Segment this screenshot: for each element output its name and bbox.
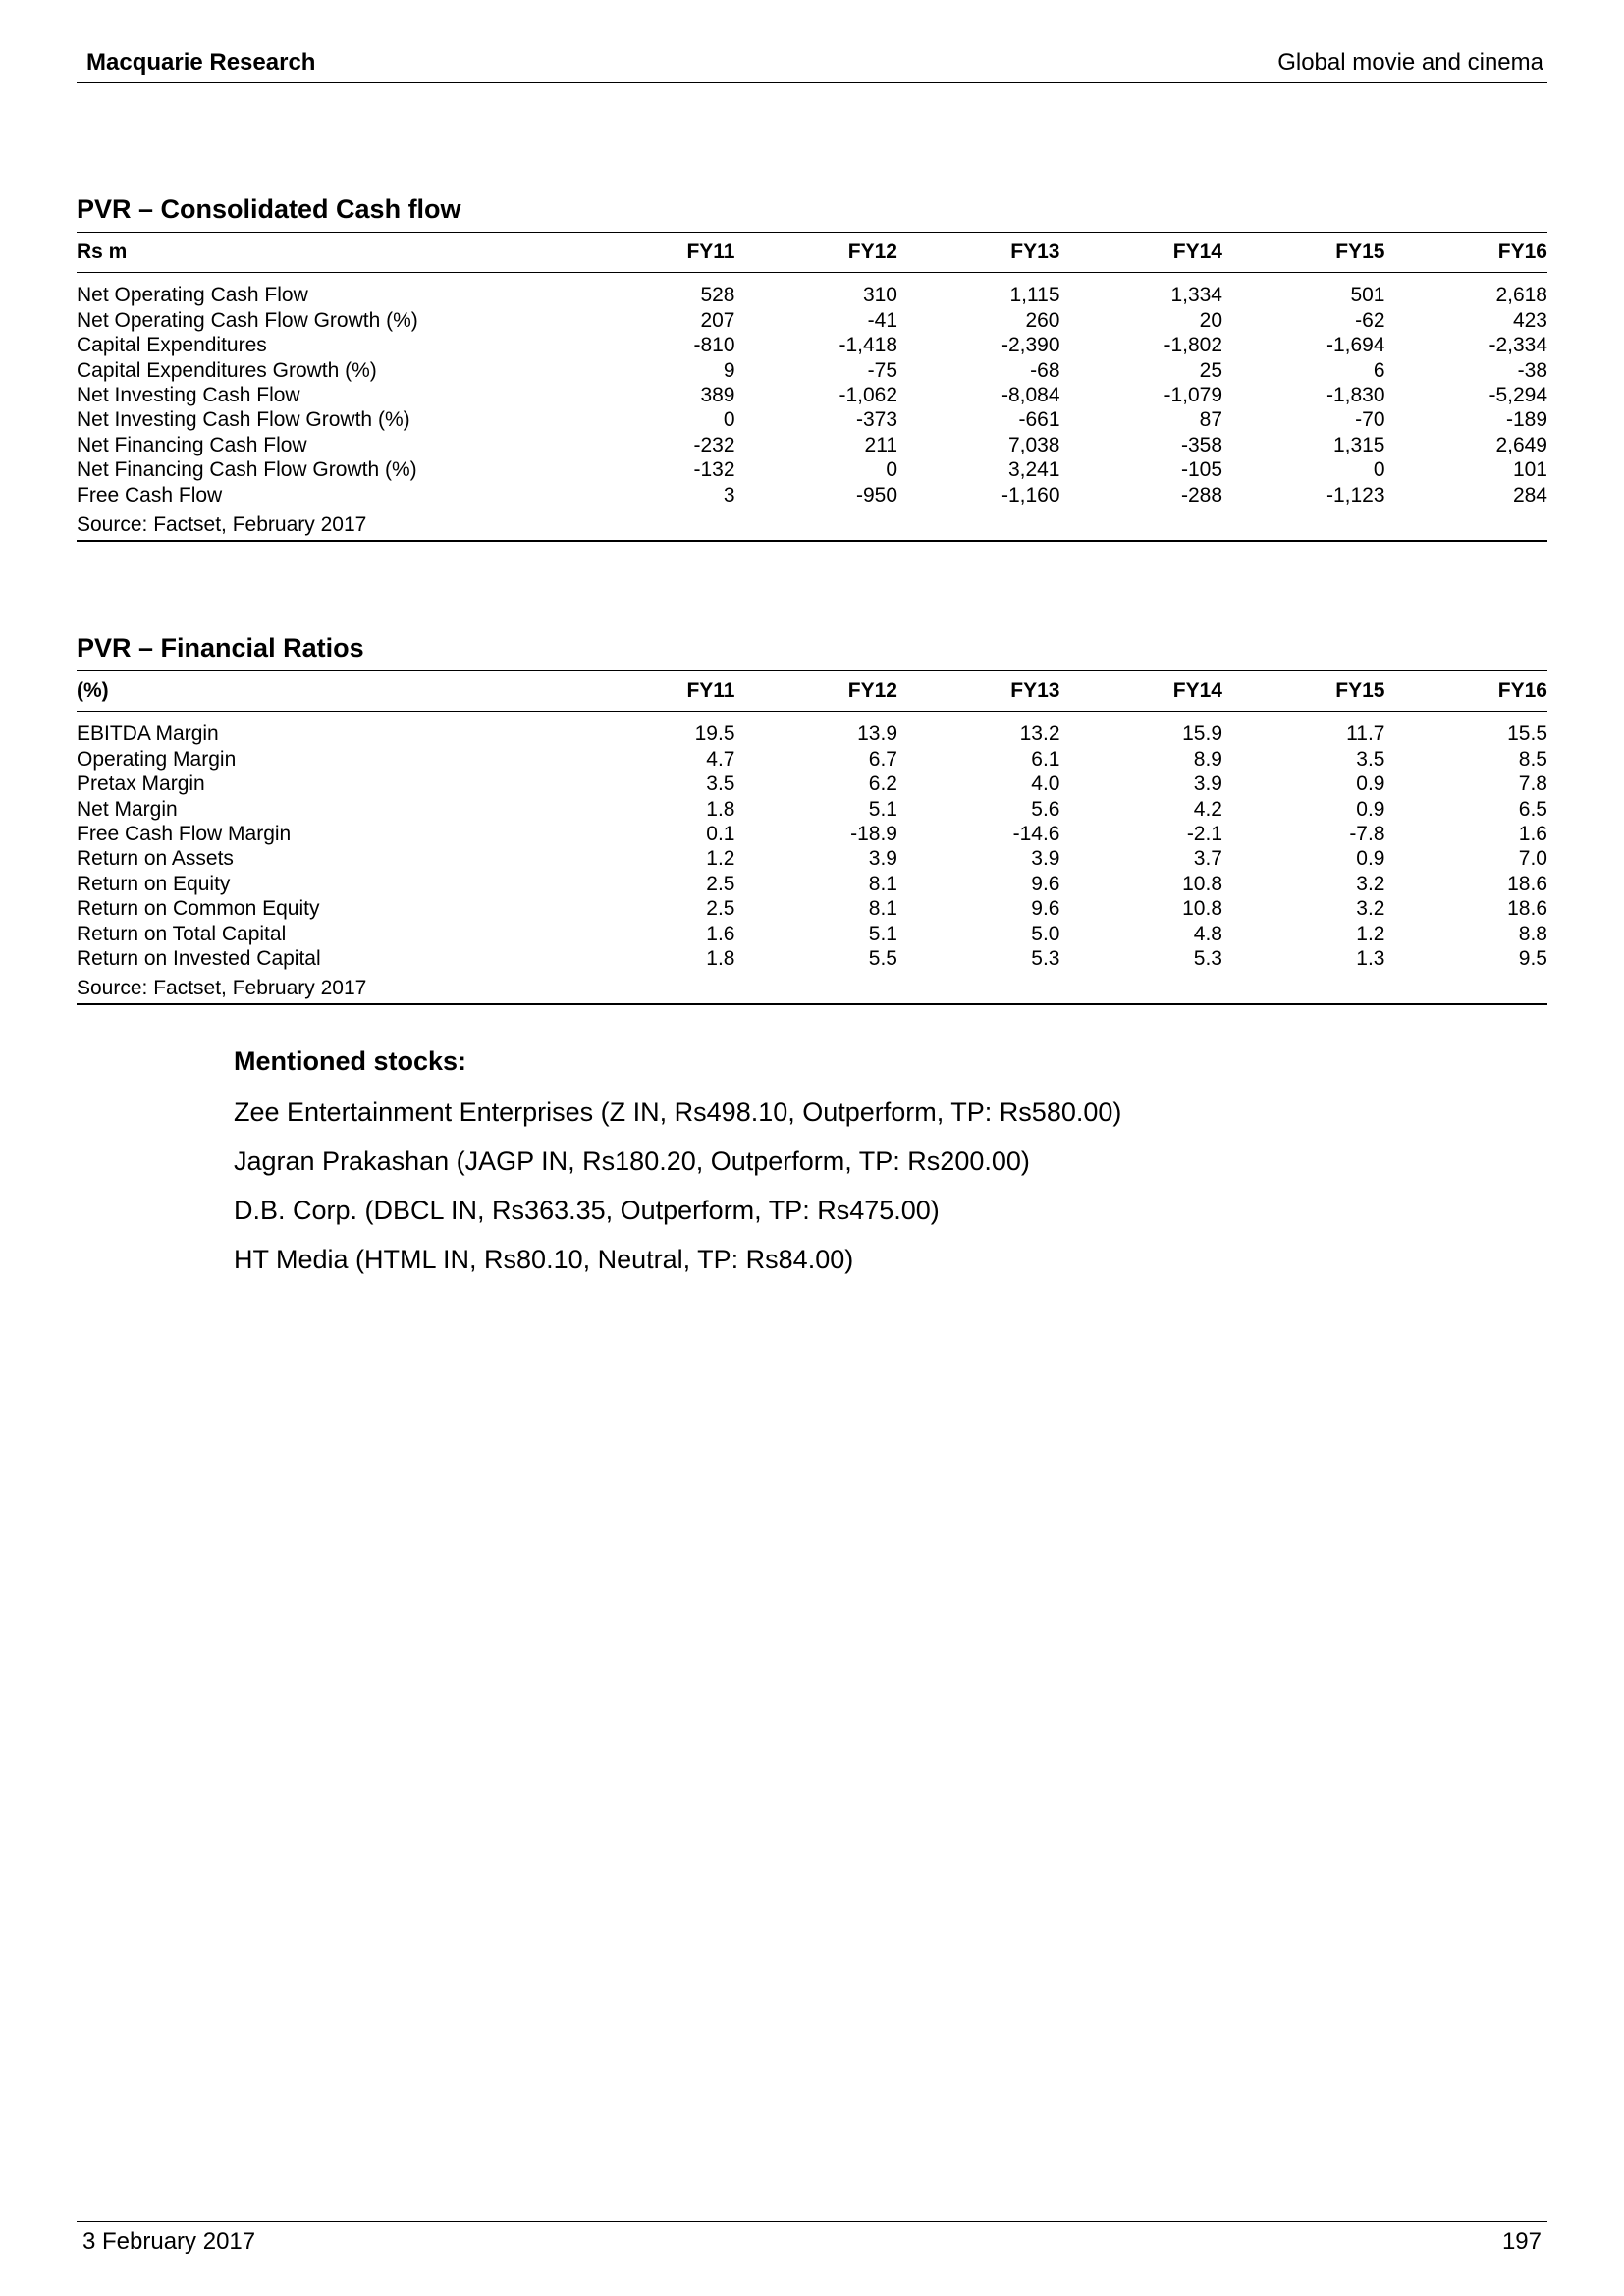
cell-value: 3.5 [706, 773, 735, 796]
cell-value: 3.2 [1356, 872, 1385, 895]
cell-value: 5.0 [1031, 922, 1060, 945]
cell-value: -950 [855, 483, 897, 507]
ratios-row [77, 772, 1547, 796]
mentioned-stocks-title: Mentioned stocks: [234, 1046, 467, 1076]
cashflow-unit-label: Rs m [77, 233, 572, 273]
cell-value: -105 [1180, 458, 1222, 482]
cashflow-year-header: FY11 [572, 233, 735, 273]
cell-value: 310 [862, 284, 897, 307]
cell-value: 1.3 [1356, 947, 1385, 971]
cell-value: 207 [700, 308, 735, 332]
cell-value: 0.9 [1356, 847, 1385, 871]
cashflow-body [77, 273, 1547, 507]
cell-value: 2,618 [1495, 284, 1547, 307]
cell-value: 10.8 [1182, 897, 1222, 921]
cell-value: 1.8 [706, 947, 735, 971]
cell-value: 1,315 [1332, 433, 1385, 456]
cell-value: 3 [723, 483, 735, 507]
cell-value: 15.5 [1507, 722, 1547, 746]
cell-value: 11.7 [1346, 722, 1385, 746]
cell-value: 10.8 [1182, 872, 1222, 895]
cell-value: 13.2 [1019, 722, 1060, 746]
cell-value: 6 [1373, 358, 1385, 382]
cell-value: -810 [693, 334, 735, 357]
mentioned-stock-item: Jagran Prakashan (JAGP IN, Rs180.20, Outperform, TP: Rs200.00) [234, 1147, 1030, 1176]
cell-value: -132 [693, 458, 735, 482]
cell-value: 18.6 [1507, 872, 1547, 895]
cell-value: -8,084 [1001, 384, 1060, 407]
cell-value: -2,334 [1489, 334, 1547, 357]
ratios-unit-label: (%) [77, 671, 572, 712]
row-label: Free Cash Flow Margin [77, 823, 292, 846]
row-label: Return on Invested Capital [77, 947, 321, 971]
cell-value: 3.2 [1356, 897, 1385, 921]
row-label: Return on Total Capital [77, 922, 287, 945]
cell-value: -18.9 [850, 823, 897, 846]
cell-value: 5.1 [868, 797, 897, 821]
cashflow-row [77, 308, 1547, 333]
row-label: Capital Expenditures [77, 334, 267, 357]
cell-value: -1,123 [1326, 483, 1385, 507]
cashflow-year-header: FY14 [1060, 233, 1223, 273]
cell-value: 87 [1199, 408, 1222, 432]
cell-value: 101 [1512, 458, 1547, 482]
cell-value: 9 [723, 358, 735, 382]
page-header [77, 49, 1547, 83]
cell-value: 4.8 [1193, 922, 1222, 945]
cell-value: -68 [1030, 358, 1060, 382]
cashflow-title: PVR – Consolidated Cash flow [77, 194, 461, 224]
cell-value: -75 [867, 358, 897, 382]
cell-value: 4.2 [1193, 797, 1222, 821]
row-label: Free Cash Flow [77, 483, 223, 507]
footer-date: 3 February 2017 [82, 2228, 256, 2255]
cell-value: 2.5 [706, 897, 735, 921]
page-number: 197 [1501, 2228, 1542, 2255]
cell-value: 284 [1512, 483, 1547, 507]
cell-value: 501 [1350, 284, 1385, 307]
cashflow-row [77, 273, 1547, 308]
cashflow-row [77, 483, 1547, 507]
row-label: Net Operating Cash Flow [77, 284, 308, 307]
cell-value: -232 [693, 433, 735, 456]
row-label: Operating Margin [77, 747, 237, 771]
cell-value: 9.6 [1031, 897, 1060, 921]
cell-value: 5.3 [1193, 947, 1222, 971]
cell-value: 13.9 [857, 722, 897, 746]
mentioned-stocks [234, 1046, 1510, 1293]
cell-value: 5.3 [1031, 947, 1060, 971]
ratios-year-header: FY11 [572, 671, 735, 712]
row-label: Capital Expenditures Growth (%) [77, 358, 377, 382]
cell-value: -38 [1517, 358, 1547, 382]
cell-value: 0 [1373, 458, 1385, 482]
cell-value: 3.9 [1193, 773, 1222, 796]
row-label: EBITDA Margin [77, 722, 219, 746]
ratios-row [77, 747, 1547, 772]
cell-value: -1,418 [839, 334, 897, 357]
cashflow-year-header: FY16 [1385, 233, 1548, 273]
ratios-row [77, 922, 1547, 946]
cell-value: -661 [1018, 408, 1060, 432]
ratios-table [77, 670, 1547, 971]
cell-value: 3.9 [868, 847, 897, 871]
mentioned-stock-item: D.B. Corp. (DBCL IN, Rs363.35, Outperform, TP: Rs475.00) [234, 1196, 940, 1225]
cell-value: -2.1 [1186, 823, 1222, 846]
cell-value: 25 [1199, 358, 1222, 382]
ratios-year-header: FY15 [1222, 671, 1385, 712]
cell-value: 1.2 [1356, 922, 1385, 945]
cell-value: 19.5 [694, 722, 735, 746]
row-label: Net Operating Cash Flow Growth (%) [77, 308, 418, 332]
row-label: Net Margin [77, 797, 178, 821]
cell-value: 8.1 [868, 872, 897, 895]
row-label: Return on Assets [77, 847, 234, 871]
ratios-row [77, 712, 1547, 747]
cell-value: 3.9 [1031, 847, 1060, 871]
cell-value: 528 [700, 284, 735, 307]
publisher-name: Macquarie Research [86, 49, 316, 76]
cell-value: -1,062 [839, 384, 897, 407]
cashflow-row [77, 383, 1547, 407]
cell-value: 211 [864, 433, 897, 456]
cashflow-year-header: FY13 [897, 233, 1060, 273]
cell-value: 7.0 [1518, 847, 1547, 871]
cell-value: 18.6 [1507, 897, 1547, 921]
cell-value: -358 [1180, 433, 1222, 456]
ratios-year-header: FY12 [735, 671, 898, 712]
cell-value: -7.8 [1349, 823, 1385, 846]
ratios-year-header: FY13 [897, 671, 1060, 712]
ratios-header-row [77, 671, 1547, 712]
ratios-row [77, 946, 1547, 971]
cell-value: 0.9 [1356, 773, 1385, 796]
cell-value: 1.2 [706, 847, 735, 871]
ratios-row [77, 822, 1547, 846]
cell-value: 260 [1025, 308, 1060, 332]
cashflow-year-header: FY15 [1222, 233, 1385, 273]
cell-value: -1,830 [1326, 384, 1385, 407]
cell-value: 8.9 [1193, 747, 1222, 771]
cell-value: 1.6 [706, 922, 735, 945]
ratios-source: Source: Factset, February 2017 [77, 971, 1547, 1005]
cashflow-section [77, 194, 1547, 542]
cell-value: 7.8 [1518, 773, 1547, 796]
cell-value: 9.6 [1031, 872, 1060, 895]
row-label: Net Financing Cash Flow Growth (%) [77, 458, 417, 482]
cell-value: 6.5 [1518, 797, 1547, 821]
mentioned-stock-item: Zee Entertainment Enterprises (Z IN, Rs498.10, Outperform, TP: Rs580.00) [234, 1097, 1122, 1127]
cashflow-row [77, 358, 1547, 383]
row-label: Net Investing Cash Flow [77, 384, 300, 407]
ratios-section [77, 633, 1547, 1005]
cashflow-row [77, 407, 1547, 432]
cell-value: 0 [723, 408, 735, 432]
cell-value: 1.6 [1518, 823, 1547, 846]
cell-value: 0 [886, 458, 897, 482]
cell-value: 20 [1199, 308, 1222, 332]
ratios-row [77, 846, 1547, 871]
cell-value: 8.5 [1518, 747, 1547, 771]
cashflow-table [77, 232, 1547, 507]
cell-value: -1,160 [1001, 483, 1060, 507]
cell-value: 8.1 [868, 897, 897, 921]
cell-value: 3,241 [1007, 458, 1060, 482]
cell-value: 4.0 [1031, 773, 1060, 796]
row-label: Return on Common Equity [77, 897, 320, 921]
cell-value: 3.5 [1356, 747, 1385, 771]
cashflow-year-header: FY12 [735, 233, 898, 273]
cell-value: 9.5 [1518, 947, 1547, 971]
cell-value: 5.6 [1031, 797, 1060, 821]
cell-value: 2,649 [1495, 433, 1547, 456]
cashflow-source: Source: Factset, February 2017 [77, 507, 1547, 542]
cell-value: 7,038 [1007, 433, 1060, 456]
cell-value: 423 [1512, 308, 1547, 332]
cell-value: 6.1 [1031, 747, 1060, 771]
cell-value: 5.5 [868, 947, 897, 971]
cell-value: -14.6 [1012, 823, 1060, 846]
ratios-year-header: FY14 [1060, 671, 1223, 712]
row-label: Pretax Margin [77, 773, 205, 796]
cell-value: -41 [867, 308, 897, 332]
cell-value: -1,802 [1164, 334, 1222, 357]
cell-value: -1,079 [1164, 384, 1222, 407]
cell-value: -1,694 [1326, 334, 1385, 357]
cell-value: 1,334 [1170, 284, 1222, 307]
cell-value: -62 [1355, 308, 1385, 332]
cell-value: 1,115 [1009, 284, 1060, 307]
cell-value: -5,294 [1489, 384, 1547, 407]
cell-value: -288 [1180, 483, 1222, 507]
cell-value: 2.5 [706, 872, 735, 895]
cashflow-row [77, 457, 1547, 482]
cell-value: 389 [700, 384, 735, 407]
cell-value: -70 [1355, 408, 1385, 432]
cashflow-row [77, 433, 1547, 457]
cell-value: 0.9 [1356, 797, 1385, 821]
row-label: Net Investing Cash Flow Growth (%) [77, 408, 410, 432]
cell-value: 8.8 [1518, 922, 1547, 945]
ratios-row [77, 872, 1547, 896]
cell-value: -373 [855, 408, 897, 432]
ratios-row [77, 896, 1547, 921]
cashflow-row [77, 333, 1547, 357]
cell-value: -2,390 [1001, 334, 1060, 357]
row-label: Return on Equity [77, 872, 231, 895]
cell-value: 3.7 [1193, 847, 1222, 871]
cashflow-header-row [77, 233, 1547, 273]
cell-value: 4.7 [706, 747, 735, 771]
ratios-title: PVR – Financial Ratios [77, 633, 364, 663]
row-label: Net Financing Cash Flow [77, 433, 307, 456]
cell-value: 15.9 [1182, 722, 1222, 746]
cell-value: 6.7 [868, 747, 897, 771]
cell-value: 6.2 [868, 773, 897, 796]
ratios-row [77, 797, 1547, 822]
page-footer [77, 2221, 1547, 2258]
cell-value: 1.8 [706, 797, 735, 821]
ratios-year-header: FY16 [1385, 671, 1548, 712]
report-title: Global movie and cinema [1277, 49, 1543, 76]
cell-value: 5.1 [868, 922, 897, 945]
cell-value: 0.1 [706, 823, 735, 846]
cell-value: -189 [1505, 408, 1547, 432]
ratios-body [77, 712, 1547, 972]
mentioned-stock-item: HT Media (HTML IN, Rs80.10, Neutral, TP: Rs84.00) [234, 1245, 854, 1274]
